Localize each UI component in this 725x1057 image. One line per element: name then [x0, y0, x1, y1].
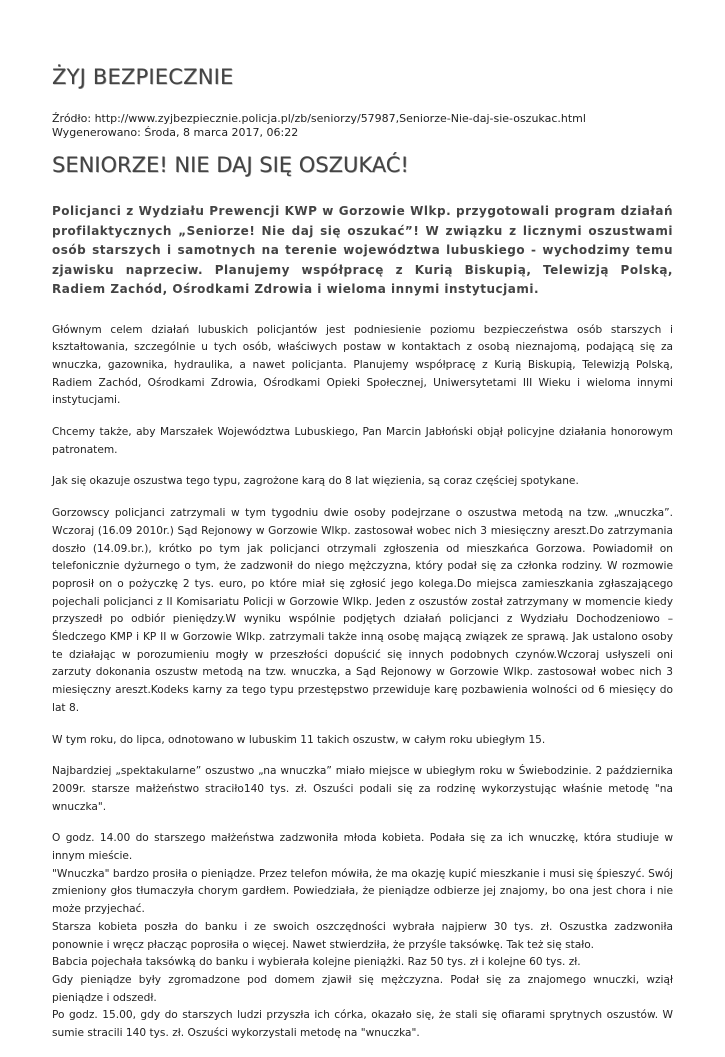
story-line: "Wnuczka" bardzo prosiła o pieniądze. Przez telefon mówiła, że ma okazję kupić mieszkanie i musi się śpieszyć. Swój zmieniony głos tłumaczyła chorym gardłem. Powiedziała, że pieniądze odbierze jej znajomy, bo ona jest chora i nie może przyjechać. [52, 867, 673, 916]
document-page [52, 62, 673, 1057]
story-line: Po godz. 15.00, gdy do starszych ludzi przyszła ich córka, okazało się, że stali się ofiarami sprytnych oszustów. W sumie stracili 140 tys. zł. Oszuści wykorzystali metodę na "wnuczka". [52, 1009, 673, 1040]
article-title: SENIORZE! NIE DAJ SIĘ OSZUKAĆ! [52, 153, 409, 177]
paragraph: Głównym celem działań lubuskich policjantów jest podniesienie poziomu bezpieczeństwa osób starszych i kształtowania, szczególnie u tych osób, właściwych postaw w kontaktach z osobą nieznajomą, podającą się za wnuczka, gazownika, hydraulika, a nawet policjanta. Planujemy współpracę z Kurią Biskupią, Telewizją Polską, Radiem Zachód, Ośrodkami Zdrowia, Ośrodkami Opieki Społecznej, Uniwersytetami III Wieku i wieloma innymi instytucjami. [52, 323, 673, 407]
generated-date: Wygenerowano: Środa, 8 marca 2017, 06:22 [52, 126, 299, 139]
story-line: Babcia pojechała taksówką do banku i wybierała kolejne pieniążki. Raz 50 tys. zł i kolejne 60 tys. zł. [52, 956, 581, 969]
story-line: Starsza kobieta poszła do banku i ze swoich oszczędności wybrała najpierw 30 tys. zł. Oszustka zadzwoniła ponownie i wręcz płacząc poprosiła o więcej. Nawet stwierdziła, że przyśle taksówkę. Tak też się stało. [52, 920, 673, 951]
story-block [52, 830, 673, 1042]
site-title: ŻYJ BEZPIECZNIE [52, 65, 234, 89]
article-body [52, 322, 673, 1043]
paragraph: Gorzowscy policjanci zatrzymali w tym tygodniu dwie osoby podejrzane o oszustwa metodą na tzw. „wnuczka”. Wczoraj (16.09 2010r.) Sąd Rejonowy w Gorzowie Wlkp. zastosował wobec nich 3 miesięczny areszt.Do zatrzymania doszło (14.09.br.), krótko po tym jak policjanci otrzymali zgłoszenia od mieszkańca Gorzowa. Powiadomił on telefonicznie dyżurnego o tym, że zadzwonił do niego mężczyzna, który podał się za członka rodziny. W rozmowie poprosił on o pożyczkę 2 tys. euro, po które miał się zgłosić jego kolega.Do miejsca zamieszkania zgłaszającego pojechali policjanci z II Komisariatu Policji w Gorzowie Wlkp. Jeden z oszustów został zatrzymany w momencie kiedy przyszedł po odbiór pieniędzy.W wyniku wspólnie podjętych działań policjanci z Wydziału Dochodzeniowo – Śledczego KMP i KP II w Gorzowie Wlkp. zatrzymali także inną osobę mającą związek ze sprawą. Jak ustalono osoby te działając w porozumieniu mogły w przeszłości dopuścić się innych podobnych czynów.Wczoraj usłyszeli oni zarzuty dokonania oszustw metodą na tzw. wnuczka, a Sąd Rejonowy w Gorzowie Wlkp. zastosował wobec nich 3 miesięczny areszt.Kodeks karny za tego typu przestępstwo przewiduje karę pozbawienia wolności od 6 miesięcy do lat 8. [52, 507, 673, 714]
source-url: Źródło: http://www.zyjbezpiecznie.policja.pl/zb/seniorzy/57987,Seniorze-Nie-daj-sie-oszukac.html [52, 112, 586, 125]
paragraph: Najbardziej „spektakularne” oszustwo „na wnuczka” miało miejsce w ubiegłym roku w Świebodzinie. 2 października 2009r. starsze małżeństwo straciło140 tys. zł. Oszuści podali się za rodzinę wykorzystując właśnie metodę "na wnuczka". [52, 765, 673, 813]
paragraph: Chcemy także, aby Marszałek Województwa Lubuskiego, Pan Marcin Jabłoński objął policyjne działania honorowym patronatem. [52, 426, 673, 456]
article-lead: Policjanci z Wydziału Prewencji KWP w Gorzowie Wlkp. przygotowali program działań profilaktycznych „Seniorze! Nie daj się oszukać”! W związku z licznymi oszustwami osób starszych i samotnych na terenie województwa lubuskiego - wychodzimy temu zjawisku naprzeciw. Planujemy współpracę z Kurią Biskupią, Telewizją Polską, Radiem Zachód, Ośrodkami Zdrowia i wieloma innymi instytucjami. [52, 204, 673, 296]
story-line: Gdy pieniądze były zgromadzone pod domem zjawił się mężczyzna. Podał się za znajomego wnuczki, wziął pieniądze i odszedł. [52, 974, 673, 1004]
story-line: O godz. 14.00 do starszego małżeństwa zadzwoniła młoda kobieta. Podała się za ich wnuczkę, która studiuje w innym mieście. [52, 832, 673, 863]
paragraph: W tym roku, do lipca, odnotowano w lubuskim 11 takich oszustw, w całym roku ubiegłym 15. [52, 733, 546, 746]
paragraph: Jak się okazuje oszustwa tego typu, zagrożone karą do 8 lat więzienia, są coraz częściej spotykane. [52, 475, 579, 488]
document-meta [52, 112, 673, 140]
